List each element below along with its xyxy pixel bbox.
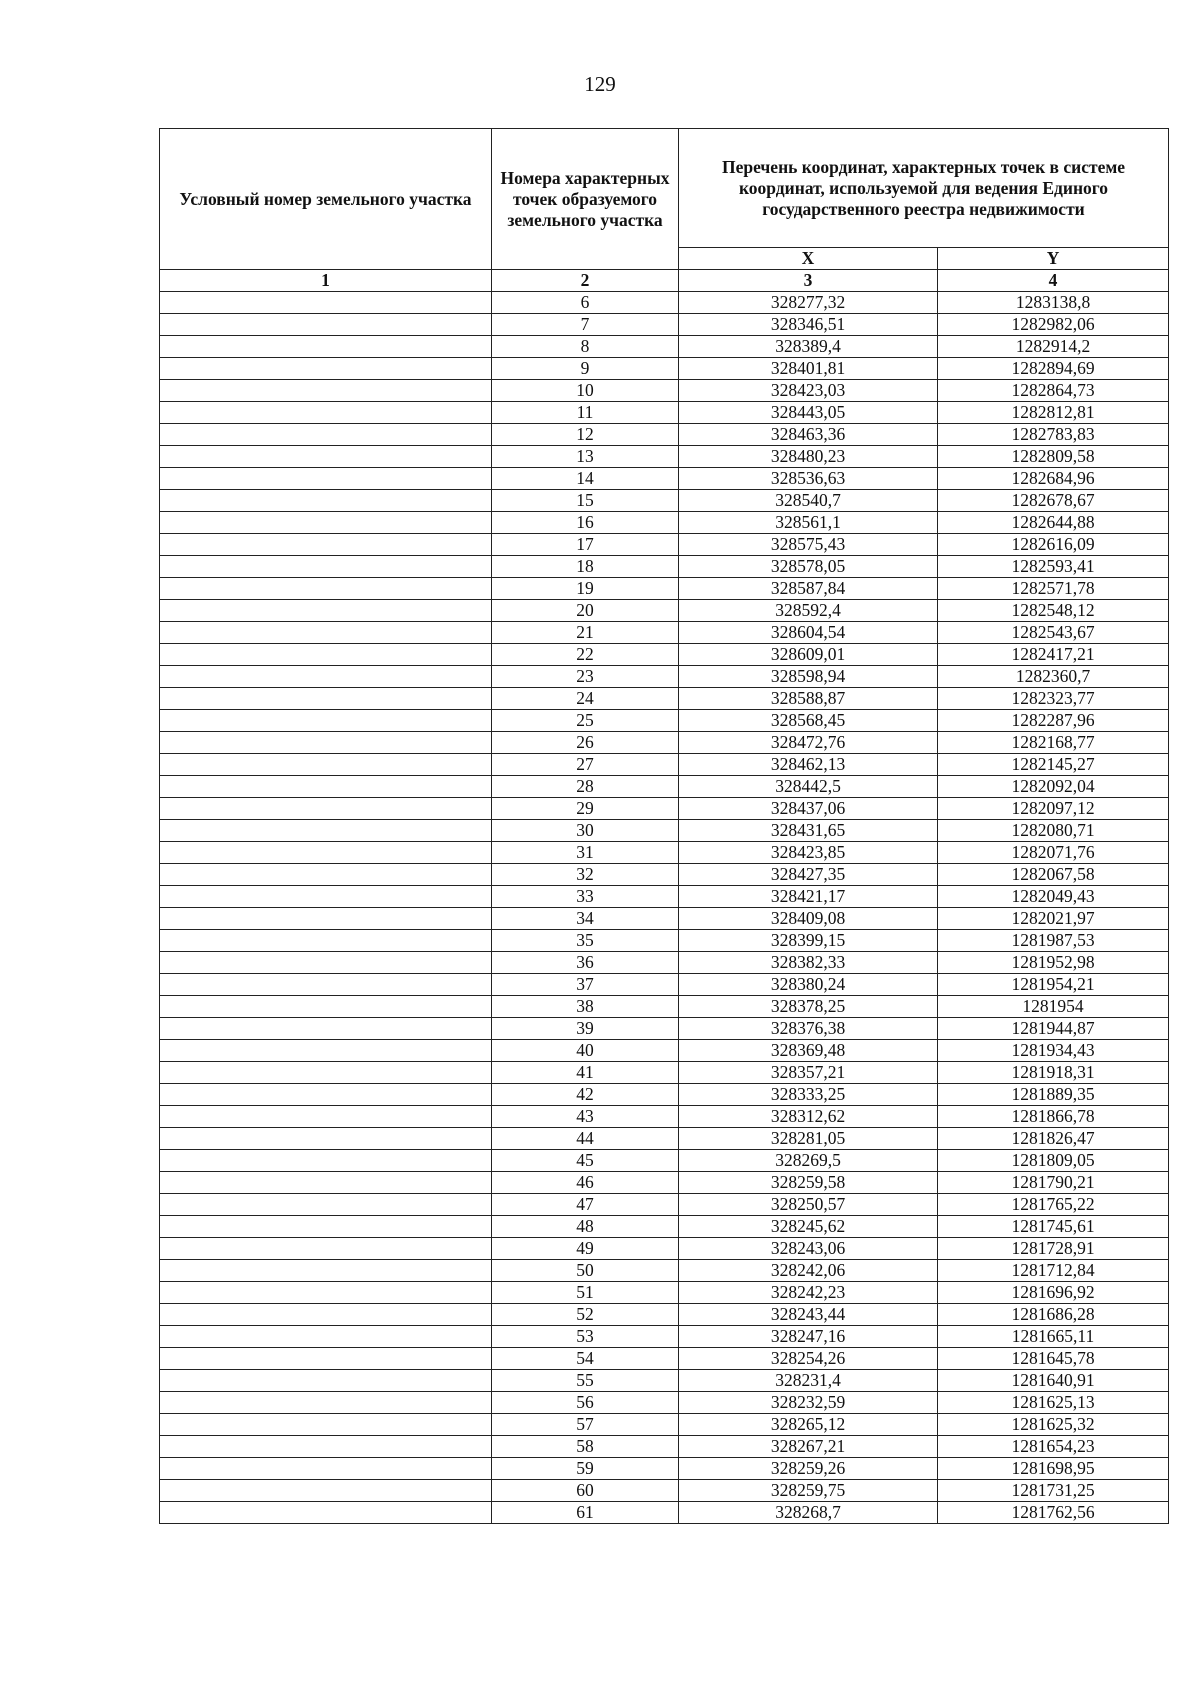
y-coordinate-cell: 1282323,77 [938, 688, 1169, 710]
x-coordinate-cell: 328265,12 [679, 1414, 938, 1436]
x-coordinate-cell: 328389,4 [679, 336, 938, 358]
table-row [160, 1040, 1169, 1062]
point-number-cell: 6 [492, 292, 679, 314]
y-coordinate-cell: 1282593,41 [938, 556, 1169, 578]
parcel-cell [160, 556, 492, 578]
table-row [160, 424, 1169, 446]
x-coordinate-cell: 328423,85 [679, 842, 938, 864]
point-number-cell: 9 [492, 358, 679, 380]
y-coordinate-cell: 1282864,73 [938, 380, 1169, 402]
point-number-cell: 17 [492, 534, 679, 556]
point-number-cell: 60 [492, 1480, 679, 1502]
x-coordinate-cell: 328423,03 [679, 380, 938, 402]
y-coordinate-cell: 1282092,04 [938, 776, 1169, 798]
y-coordinate-cell: 1282982,06 [938, 314, 1169, 336]
point-number-cell: 22 [492, 644, 679, 666]
y-coordinate-cell: 1281952,98 [938, 952, 1169, 974]
x-coordinate-cell: 328242,23 [679, 1282, 938, 1304]
column-number: 3 [679, 270, 938, 292]
x-coordinate-cell: 328333,25 [679, 1084, 938, 1106]
column-number-row [160, 270, 1169, 292]
y-coordinate-cell: 1281889,35 [938, 1084, 1169, 1106]
x-coordinate-cell: 328232,59 [679, 1392, 938, 1414]
parcel-cell [160, 600, 492, 622]
page-number: 129 [584, 72, 616, 96]
table-row [160, 842, 1169, 864]
x-coordinate-cell: 328401,81 [679, 358, 938, 380]
point-number-cell: 34 [492, 908, 679, 930]
x-coordinate-cell: 328243,44 [679, 1304, 938, 1326]
y-coordinate-cell: 1282809,58 [938, 446, 1169, 468]
x-coordinate-cell: 328540,7 [679, 490, 938, 512]
point-number-cell: 39 [492, 1018, 679, 1040]
y-coordinate-cell: 1281954,21 [938, 974, 1169, 996]
x-coordinate-cell: 328472,76 [679, 732, 938, 754]
x-coordinate-cell: 328575,43 [679, 534, 938, 556]
y-coordinate-cell: 1282071,76 [938, 842, 1169, 864]
x-coordinate-cell: 328245,62 [679, 1216, 938, 1238]
table-row [160, 336, 1169, 358]
point-number-cell: 41 [492, 1062, 679, 1084]
point-number-cell: 36 [492, 952, 679, 974]
y-coordinate-cell: 1281790,21 [938, 1172, 1169, 1194]
x-coordinate-cell: 328254,26 [679, 1348, 938, 1370]
parcel-cell [160, 1326, 492, 1348]
table-row [160, 1194, 1169, 1216]
table-row [160, 1370, 1169, 1392]
y-coordinate-cell: 1281731,25 [938, 1480, 1169, 1502]
x-coordinate-cell: 328587,84 [679, 578, 938, 600]
table-row [160, 1238, 1169, 1260]
x-coordinate-cell: 328382,33 [679, 952, 938, 974]
x-coordinate-cell: 328250,57 [679, 1194, 938, 1216]
table-row [160, 710, 1169, 732]
parcel-cell [160, 908, 492, 930]
table-row [160, 446, 1169, 468]
x-coordinate-cell: 328277,32 [679, 292, 938, 314]
header-point-numbers: Номера характерных точек образуемого земельного участка [492, 129, 679, 270]
x-coordinate-cell: 328231,4 [679, 1370, 938, 1392]
table-row [160, 578, 1169, 600]
parcel-cell [160, 1172, 492, 1194]
y-coordinate-cell: 1282080,71 [938, 820, 1169, 842]
y-coordinate-cell: 1281696,92 [938, 1282, 1169, 1304]
point-number-cell: 38 [492, 996, 679, 1018]
parcel-cell [160, 974, 492, 996]
point-number-cell: 27 [492, 754, 679, 776]
parcel-cell [160, 1392, 492, 1414]
point-number-cell: 49 [492, 1238, 679, 1260]
parcel-cell [160, 644, 492, 666]
x-coordinate-cell: 328480,23 [679, 446, 938, 468]
x-coordinate-cell: 328376,38 [679, 1018, 938, 1040]
parcel-cell [160, 446, 492, 468]
table-row [160, 1018, 1169, 1040]
table-row [160, 1436, 1169, 1458]
point-number-cell: 28 [492, 776, 679, 798]
table-row [160, 666, 1169, 688]
parcel-cell [160, 864, 492, 886]
x-coordinate-cell: 328561,1 [679, 512, 938, 534]
table-row [160, 732, 1169, 754]
parcel-cell [160, 622, 492, 644]
header-x: X [679, 248, 938, 270]
point-number-cell: 52 [492, 1304, 679, 1326]
parcel-cell [160, 1018, 492, 1040]
table-row [160, 1326, 1169, 1348]
point-number-cell: 46 [492, 1172, 679, 1194]
y-coordinate-cell: 1281665,11 [938, 1326, 1169, 1348]
parcel-cell [160, 1502, 492, 1524]
point-number-cell: 44 [492, 1128, 679, 1150]
parcel-cell [160, 1370, 492, 1392]
parcel-cell [160, 1304, 492, 1326]
x-coordinate-cell: 328380,24 [679, 974, 938, 996]
point-number-cell: 31 [492, 842, 679, 864]
x-coordinate-cell: 328598,94 [679, 666, 938, 688]
y-coordinate-cell: 1282644,88 [938, 512, 1169, 534]
table-row [160, 776, 1169, 798]
x-coordinate-cell: 328247,16 [679, 1326, 938, 1348]
table-row [160, 974, 1169, 996]
x-coordinate-cell: 328312,62 [679, 1106, 938, 1128]
table-row [160, 534, 1169, 556]
point-number-cell: 48 [492, 1216, 679, 1238]
table-row [160, 908, 1169, 930]
header-y: Y [938, 248, 1169, 270]
parcel-cell [160, 688, 492, 710]
table-row [160, 556, 1169, 578]
x-coordinate-cell: 328268,7 [679, 1502, 938, 1524]
x-coordinate-cell: 328588,87 [679, 688, 938, 710]
point-number-cell: 19 [492, 578, 679, 600]
parcel-cell [160, 952, 492, 974]
y-coordinate-cell: 1282417,21 [938, 644, 1169, 666]
x-coordinate-cell: 328259,26 [679, 1458, 938, 1480]
table-row [160, 930, 1169, 952]
point-number-cell: 18 [492, 556, 679, 578]
parcel-cell [160, 930, 492, 952]
y-coordinate-cell: 1282168,77 [938, 732, 1169, 754]
point-number-cell: 35 [492, 930, 679, 952]
x-coordinate-cell: 328592,4 [679, 600, 938, 622]
parcel-cell [160, 754, 492, 776]
y-coordinate-cell: 1282543,67 [938, 622, 1169, 644]
y-coordinate-cell: 1281762,56 [938, 1502, 1169, 1524]
point-number-cell: 40 [492, 1040, 679, 1062]
x-coordinate-cell: 328409,08 [679, 908, 938, 930]
y-coordinate-cell: 1282021,97 [938, 908, 1169, 930]
table-row [160, 622, 1169, 644]
y-coordinate-cell: 1281987,53 [938, 930, 1169, 952]
table-row [160, 1260, 1169, 1282]
point-number-cell: 29 [492, 798, 679, 820]
header-row [160, 129, 1169, 248]
y-coordinate-cell: 1281918,31 [938, 1062, 1169, 1084]
y-coordinate-cell: 1282616,09 [938, 534, 1169, 556]
parcel-cell [160, 1084, 492, 1106]
point-number-cell: 43 [492, 1106, 679, 1128]
parcel-cell [160, 1238, 492, 1260]
y-coordinate-cell: 1282571,78 [938, 578, 1169, 600]
table-row [160, 754, 1169, 776]
y-coordinate-cell: 1282067,58 [938, 864, 1169, 886]
table-row [160, 512, 1169, 534]
y-coordinate-cell: 1282914,2 [938, 336, 1169, 358]
parcel-cell [160, 1414, 492, 1436]
x-coordinate-cell: 328443,05 [679, 402, 938, 424]
point-number-cell: 26 [492, 732, 679, 754]
table-row [160, 1458, 1169, 1480]
x-coordinate-cell: 328346,51 [679, 314, 938, 336]
table-row [160, 688, 1169, 710]
point-number-cell: 11 [492, 402, 679, 424]
point-number-cell: 57 [492, 1414, 679, 1436]
point-number-cell: 7 [492, 314, 679, 336]
parcel-cell [160, 1128, 492, 1150]
y-coordinate-cell: 1282684,96 [938, 468, 1169, 490]
x-coordinate-cell: 328609,01 [679, 644, 938, 666]
point-number-cell: 47 [492, 1194, 679, 1216]
y-coordinate-cell: 1281809,05 [938, 1150, 1169, 1172]
table-row [160, 1414, 1169, 1436]
table-row [160, 1348, 1169, 1370]
x-coordinate-cell: 328259,75 [679, 1480, 938, 1502]
table-row [160, 1062, 1169, 1084]
parcel-cell [160, 842, 492, 864]
table-row [160, 1480, 1169, 1502]
y-coordinate-cell: 1281954 [938, 996, 1169, 1018]
parcel-cell [160, 380, 492, 402]
parcel-cell [160, 468, 492, 490]
y-coordinate-cell: 1281728,91 [938, 1238, 1169, 1260]
column-number: 1 [160, 270, 492, 292]
y-coordinate-cell: 1281654,23 [938, 1436, 1169, 1458]
table-row [160, 1282, 1169, 1304]
table-row [160, 1304, 1169, 1326]
point-number-cell: 53 [492, 1326, 679, 1348]
column-number: 2 [492, 270, 679, 292]
parcel-cell [160, 710, 492, 732]
parcel-cell [160, 820, 492, 842]
y-coordinate-cell: 1281698,95 [938, 1458, 1169, 1480]
x-coordinate-cell: 328259,58 [679, 1172, 938, 1194]
y-coordinate-cell: 1281866,78 [938, 1106, 1169, 1128]
point-number-cell: 20 [492, 600, 679, 622]
x-coordinate-cell: 328536,63 [679, 468, 938, 490]
y-coordinate-cell: 1282894,69 [938, 358, 1169, 380]
point-number-cell: 24 [492, 688, 679, 710]
point-number-cell: 56 [492, 1392, 679, 1414]
x-coordinate-cell: 328463,36 [679, 424, 938, 446]
y-coordinate-cell: 1282812,81 [938, 402, 1169, 424]
point-number-cell: 42 [492, 1084, 679, 1106]
parcel-cell [160, 1480, 492, 1502]
y-coordinate-cell: 1281934,43 [938, 1040, 1169, 1062]
y-coordinate-cell: 1281826,47 [938, 1128, 1169, 1150]
x-coordinate-cell: 328243,06 [679, 1238, 938, 1260]
y-coordinate-cell: 1282678,67 [938, 490, 1169, 512]
x-coordinate-cell: 328281,05 [679, 1128, 938, 1150]
point-number-cell: 14 [492, 468, 679, 490]
point-number-cell: 54 [492, 1348, 679, 1370]
point-number-cell: 30 [492, 820, 679, 842]
parcel-cell [160, 666, 492, 688]
table-row [160, 1392, 1169, 1414]
parcel-cell [160, 1348, 492, 1370]
y-coordinate-cell: 1281625,32 [938, 1414, 1169, 1436]
parcel-cell [160, 292, 492, 314]
table-row [160, 996, 1169, 1018]
y-coordinate-cell: 1281686,28 [938, 1304, 1169, 1326]
parcel-cell [160, 512, 492, 534]
x-coordinate-cell: 328427,35 [679, 864, 938, 886]
point-number-cell: 15 [492, 490, 679, 512]
point-number-cell: 13 [492, 446, 679, 468]
table-row [160, 1128, 1169, 1150]
parcel-cell [160, 732, 492, 754]
point-number-cell: 37 [492, 974, 679, 996]
table-row [160, 1084, 1169, 1106]
table-row [160, 864, 1169, 886]
point-number-cell: 58 [492, 1436, 679, 1458]
y-coordinate-cell: 1282097,12 [938, 798, 1169, 820]
table-row [160, 490, 1169, 512]
x-coordinate-cell: 328369,48 [679, 1040, 938, 1062]
table-row [160, 402, 1169, 424]
y-coordinate-cell: 1282287,96 [938, 710, 1169, 732]
parcel-cell [160, 314, 492, 336]
table-row [160, 468, 1169, 490]
x-coordinate-cell: 328267,21 [679, 1436, 938, 1458]
table-row [160, 380, 1169, 402]
point-number-cell: 55 [492, 1370, 679, 1392]
y-coordinate-cell: 1281645,78 [938, 1348, 1169, 1370]
header-coordinates: Перечень координат, характерных точек в системе координат, используемой для ведения Единого государственного реестра недвижимости [679, 129, 1169, 248]
y-coordinate-cell: 1281640,91 [938, 1370, 1169, 1392]
x-coordinate-cell: 328604,54 [679, 622, 938, 644]
x-coordinate-cell: 328269,5 [679, 1150, 938, 1172]
x-coordinate-cell: 328399,15 [679, 930, 938, 952]
parcel-cell [160, 534, 492, 556]
table-row [160, 600, 1169, 622]
table-row [160, 314, 1169, 336]
y-coordinate-cell: 1282783,83 [938, 424, 1169, 446]
parcel-cell [160, 1194, 492, 1216]
parcel-cell [160, 578, 492, 600]
point-number-cell: 16 [492, 512, 679, 534]
x-coordinate-cell: 328462,13 [679, 754, 938, 776]
y-coordinate-cell: 1281712,84 [938, 1260, 1169, 1282]
point-number-cell: 23 [492, 666, 679, 688]
x-coordinate-cell: 328568,45 [679, 710, 938, 732]
y-coordinate-cell: 1283138,8 [938, 292, 1169, 314]
point-number-cell: 51 [492, 1282, 679, 1304]
parcel-cell [160, 336, 492, 358]
table-row [160, 1150, 1169, 1172]
x-coordinate-cell: 328442,5 [679, 776, 938, 798]
parcel-cell [160, 1150, 492, 1172]
coordinates-table [159, 128, 1169, 1524]
parcel-cell [160, 1282, 492, 1304]
parcel-cell [160, 490, 492, 512]
y-coordinate-cell: 1282360,7 [938, 666, 1169, 688]
parcel-cell [160, 798, 492, 820]
x-coordinate-cell: 328378,25 [679, 996, 938, 1018]
parcel-cell [160, 776, 492, 798]
point-number-cell: 8 [492, 336, 679, 358]
x-coordinate-cell: 328242,06 [679, 1260, 938, 1282]
table-row [160, 292, 1169, 314]
point-number-cell: 12 [492, 424, 679, 446]
table-row [160, 798, 1169, 820]
parcel-cell [160, 358, 492, 380]
y-coordinate-cell: 1281745,61 [938, 1216, 1169, 1238]
parcel-cell [160, 1458, 492, 1480]
parcel-cell [160, 1040, 492, 1062]
y-coordinate-cell: 1281765,22 [938, 1194, 1169, 1216]
x-coordinate-cell: 328357,21 [679, 1062, 938, 1084]
point-number-cell: 50 [492, 1260, 679, 1282]
x-coordinate-cell: 328431,65 [679, 820, 938, 842]
x-coordinate-cell: 328578,05 [679, 556, 938, 578]
parcel-cell [160, 424, 492, 446]
table-row [160, 820, 1169, 842]
y-coordinate-cell: 1282145,27 [938, 754, 1169, 776]
header-parcel-number: Условный номер земельного участка [160, 129, 492, 270]
point-number-cell: 21 [492, 622, 679, 644]
point-number-cell: 45 [492, 1150, 679, 1172]
parcel-cell [160, 1106, 492, 1128]
parcel-cell [160, 1062, 492, 1084]
x-coordinate-cell: 328421,17 [679, 886, 938, 908]
parcel-cell [160, 886, 492, 908]
coordinates-body [160, 292, 1169, 1524]
parcel-cell [160, 1260, 492, 1282]
table-row [160, 952, 1169, 974]
point-number-cell: 25 [492, 710, 679, 732]
point-number-cell: 61 [492, 1502, 679, 1524]
table-row [160, 886, 1169, 908]
x-coordinate-cell: 328437,06 [679, 798, 938, 820]
table-row [160, 644, 1169, 666]
table-row [160, 1172, 1169, 1194]
parcel-cell [160, 1216, 492, 1238]
point-number-cell: 10 [492, 380, 679, 402]
parcel-cell [160, 1436, 492, 1458]
point-number-cell: 32 [492, 864, 679, 886]
parcel-cell [160, 402, 492, 424]
point-number-cell: 33 [492, 886, 679, 908]
parcel-cell [160, 996, 492, 1018]
table-row [160, 1502, 1169, 1524]
table-row [160, 1106, 1169, 1128]
table-row [160, 1216, 1169, 1238]
point-number-cell: 59 [492, 1458, 679, 1480]
y-coordinate-cell: 1282548,12 [938, 600, 1169, 622]
y-coordinate-cell: 1282049,43 [938, 886, 1169, 908]
column-number: 4 [938, 270, 1169, 292]
y-coordinate-cell: 1281625,13 [938, 1392, 1169, 1414]
table-row [160, 358, 1169, 380]
y-coordinate-cell: 1281944,87 [938, 1018, 1169, 1040]
